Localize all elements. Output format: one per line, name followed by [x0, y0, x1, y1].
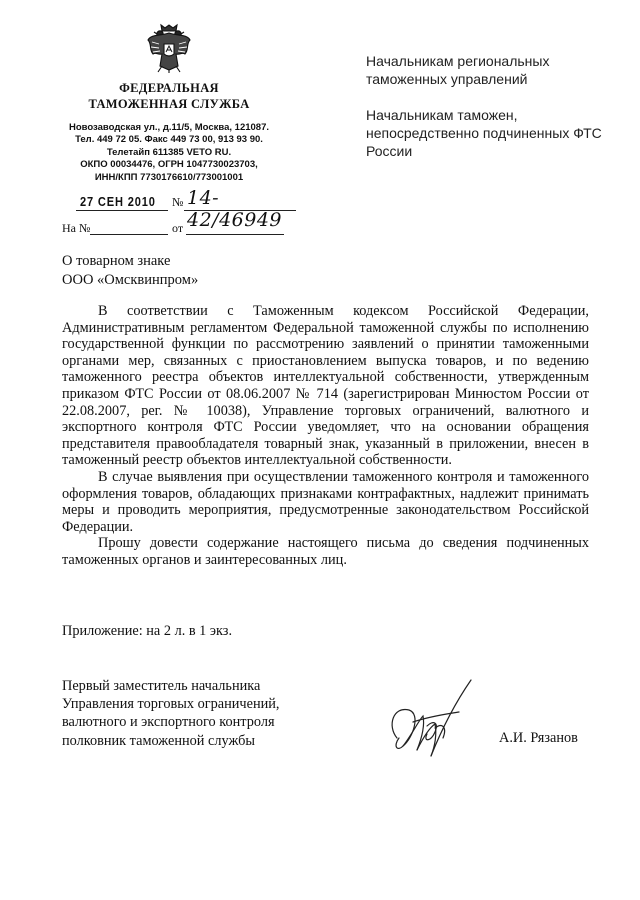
contact-line: Новозаводская ул., д.11/5, Москва, 121087.: [68, 122, 269, 133]
letter-subject: [62, 252, 198, 290]
org-line-1: ФЕДЕРАЛЬНАЯ: [119, 81, 219, 95]
position-line: валютного и экспортного контроля: [62, 714, 275, 731]
organization-name: [60, 80, 278, 112]
body-paragraph: Прошу довести содержание настоящего письма до сведения подчиненных таможенных органов и заинтересованных лиц.: [62, 535, 589, 568]
position-line: Управления торговых ограничений,: [62, 696, 280, 713]
org-line-2: ТАМОЖЕННАЯ СЛУЖБА: [88, 97, 250, 111]
addressee: Начальникам региональных таможенных управлений: [366, 53, 550, 87]
addressee: Начальникам таможен, непосредственно подчиненных ФТС России: [366, 107, 602, 159]
reply-reference-line: [62, 221, 292, 237]
contact-line: ИНН/КПП 7730176610/773001001: [94, 171, 244, 183]
russian-coat-of-arms-icon: [146, 22, 192, 74]
subject-line: ООО «Омсквинпром»: [62, 272, 199, 288]
contact-line: Телетайп 611385 VETO RU.: [106, 146, 232, 158]
registration-date: 27 СЕН 2010: [80, 194, 156, 209]
attachment-note: Приложение: на 2 л. в 1 экз.: [62, 623, 233, 639]
contact-line: ОКПО 00034476, ОГРН 1047730023703,: [80, 159, 258, 171]
number-label: №: [172, 195, 184, 209]
letter-body: [62, 303, 589, 569]
position-line: полковник таможенной службы: [62, 732, 256, 749]
reply-number-blank: [90, 234, 168, 235]
position-line: Первый заместитель начальника: [62, 678, 261, 694]
reply-label: На №: [62, 221, 91, 235]
registration-number: 14-42/46949: [187, 187, 283, 231]
organization-contacts: [60, 122, 278, 184]
signer-position: [62, 677, 279, 750]
body-paragraph: В соответствии с Таможенным кодексом Российской Федерации, Административным регламентом Федеральной таможенной службы по исполнению государственной функции по рассмотрению заявлений о принятии таможенными органами мер, связанных с приостановлением выпуска товаров, и по ведению таможенного реестра объектов интеллектуальной собственности, утвержденным приказом ФТС России от 08.06.2007 № 714 (зарегистрирован Минюстом России от 22.08.2007, рег. № 10038), Управление торговых ограничений, валютного и экспортного контроля ФТС России уведомляет, что на основании обращения представителя правообладателя товарный знак, указанный в приложении, внесен в таможенный реестр объектов интеллектуальной собственности.: [62, 303, 589, 469]
from-label: от: [172, 221, 184, 235]
date-underline: [76, 210, 168, 211]
handwritten-signature-icon: [383, 676, 493, 772]
subject-line: О товарном знаке: [62, 253, 171, 269]
reply-date-blank: [186, 234, 284, 235]
number-underline: [184, 210, 296, 211]
contact-line: Тел. 449 72 05. Факс 449 73 00, 913 93 90.: [75, 134, 263, 146]
addressees: [366, 52, 626, 178]
body-paragraph: В случае выявления при осуществлении таможенного контроля и таможенного оформления товаров, обладающих признаками контрафактных, надлежит принимать меры и проводить мероприятия, предусмотренные законодательством Российской Федерации.: [62, 468, 589, 535]
signer-name: А.И. Рязанов: [499, 730, 578, 746]
